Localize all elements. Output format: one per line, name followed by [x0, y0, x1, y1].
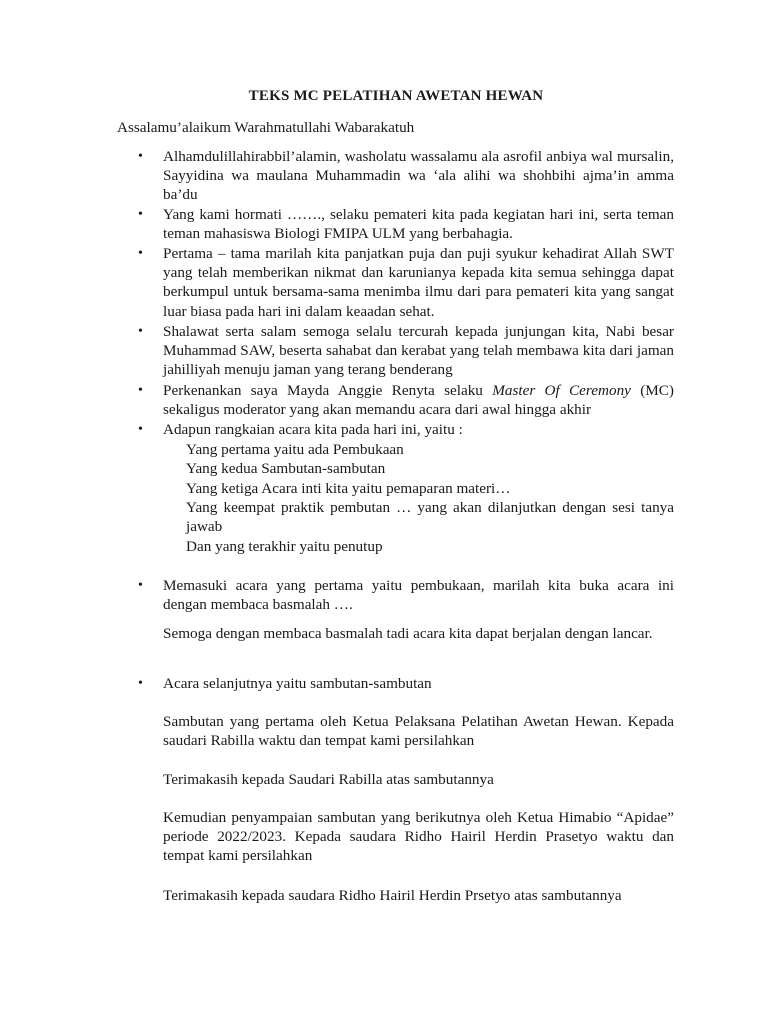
list-item-text: Memasuki acara yang pertama yaitu pembukaan, marilah kita buka acara ini dengan membaca basmalah ….: [163, 577, 674, 614]
list-item-text: Pertama – tama marilah kita panjatkan puja dan puji syukur kehadirat Allah SWT yang telah memberikan nikmat dan karunianya kepada kita semua sehingga dapat berkumpul untuk bersama-sama menimba ilmu dari para pemateri kita yang sangat luar biasa pada hari ini dalam keaadan sehat.: [163, 245, 674, 320]
list-item-text: Adapun rangkaian acara kita pada hari ini, yaitu :: [163, 421, 463, 438]
greeting-line: Assalamu’alaikum Warahmatullahi Wabarakatuh: [117, 119, 415, 136]
agenda-item: Yang keempat praktik pembutan … yang akan dilanjutkan dengan sesi tanya jawab: [186, 499, 674, 536]
agenda-item: Yang pertama yaitu ada Pembukaan: [186, 441, 404, 458]
bullet-marker: •: [138, 207, 143, 222]
list-item-text: Alhamdulillahirabbil’alamin, washolatu wassalamu ala asrofil anbiya wal mursalin, Sayyidina wa maulana Muhammadin wa ‘ala alihi wa shohbihi ajma’in amma ba’du: [163, 148, 674, 204]
bullet-marker: •: [138, 383, 143, 398]
list-item: [138, 674, 674, 693]
bullet-marker: •: [138, 578, 143, 593]
list-item: [138, 147, 674, 205]
paragraph: Terimakasih kepada saudara Ridho Hairil Herdin Prsetyo atas sambutannya: [163, 887, 622, 904]
agenda-item: Dan yang terakhir yaitu penutup: [186, 538, 383, 555]
document-title: TEKS MC PELATIHAN AWETAN HEWAN: [248, 88, 544, 104]
mc-text-before: Perkenankan saya Mayda Anggie Renyta selaku: [163, 382, 493, 399]
agenda-item: Yang kedua Sambutan-sambutan: [186, 460, 386, 477]
bullet-marker: •: [138, 324, 143, 339]
list-item: [138, 205, 674, 243]
paragraph: Sambutan yang pertama oleh Ketua Pelaksana Pelatihan Awetan Hewan. Kepada saudari Rabilla waktu dan tempat kami persilahkan: [163, 713, 674, 750]
bullet-marker: •: [138, 149, 143, 164]
paragraph: Terimakasih kepada Saudari Rabilla atas sambutannya: [163, 771, 494, 788]
list-item: [138, 420, 674, 439]
bullet-marker: •: [138, 676, 143, 691]
agenda-item: Yang ketiga Acara inti kita yaitu pemaparan materi…: [186, 480, 511, 497]
mc-text-after: (MC) sekaligus moderator yang akan memandu acara dari awal hingga akhir: [163, 382, 674, 419]
list-item-text: Yang kami hormati ……., selaku pemateri kita pada kegiatan hari ini, serta teman teman mahasiswa Biologi FMIPA ULM yang berbahagia.: [163, 206, 674, 243]
list-item-text: Acara selanjutnya yaitu sambutan-sambutan: [163, 675, 432, 692]
paragraph: Kemudian penyampaian sambutan yang berikutnya oleh Ketua Himabio “Apidae” periode 2022/2023. Kepada saudara Ridho Hairil Herdin Prasetyo waktu dan tempat kami persilahkan: [163, 809, 674, 865]
list-item-text: Shalawat serta salam semoga selalu tercurah kepada junjungan kita, Nabi besar Muhammad SAW, beserta sahabat dan kerabat yang telah membawa kita dari jaman jahilliyah menuju jaman yang terang benderang: [163, 323, 674, 379]
list-item: [138, 244, 674, 321]
list-item: [138, 381, 674, 419]
list-item: [138, 322, 674, 380]
mc-text-italic: Master Of Ceremony: [492, 382, 631, 399]
list-item: [138, 576, 674, 614]
bullet-marker: •: [138, 246, 143, 261]
list-item-text: [163, 381, 674, 419]
bullet-marker: •: [138, 422, 143, 437]
paragraph: Semoga dengan membaca basmalah tadi acara kita dapat berjalan dengan lancar.: [163, 625, 653, 642]
